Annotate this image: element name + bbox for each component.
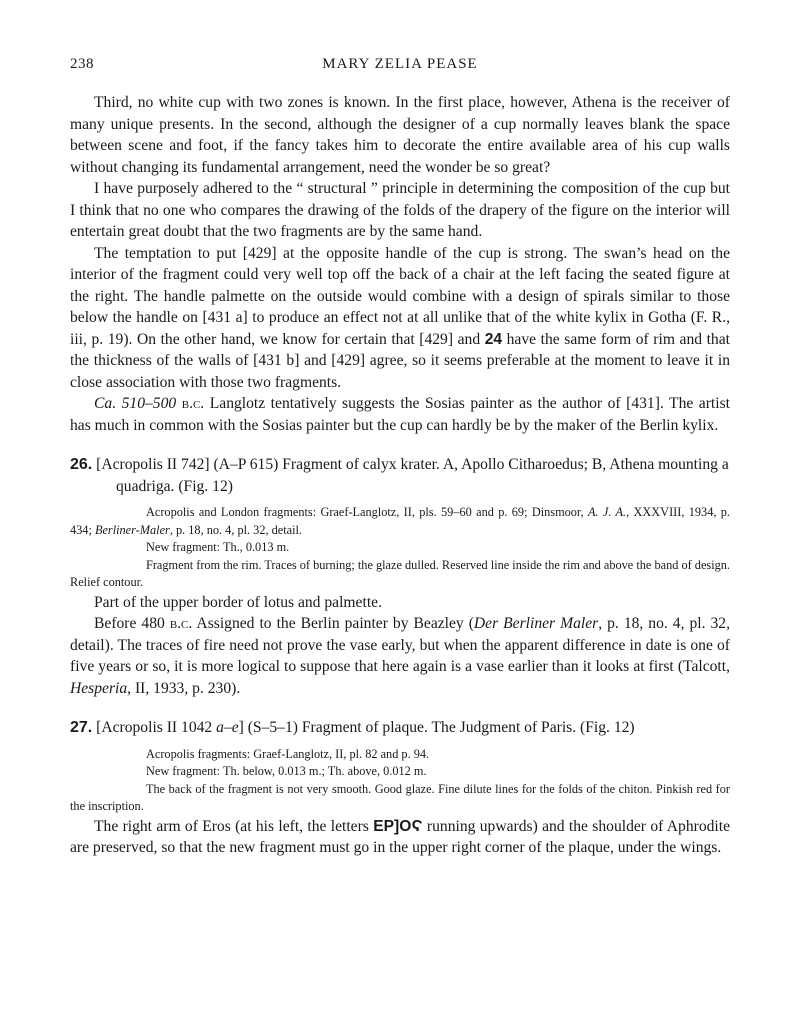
circa-text: Ca. 510–500	[94, 395, 177, 412]
entry-27-para-b: running upwards) and the shoulder of Aphrodite are preserved, so that the new fragment must go in the upper right corner of the plaque, under the wings.	[70, 817, 730, 856]
paragraph-dating-rest: Langlotz tentatively suggests the Sosias painter as the author of [431]. The artist has much in common with the Sosias painter but the cup can hardly be by the maker of the Berlin kylix.	[70, 395, 730, 434]
entry-27-number: 27.	[70, 719, 93, 736]
entry-26-para2-b: Assigned to the Berlin painter by Beazley (	[192, 615, 474, 632]
entry-26-number: 26.	[70, 456, 93, 473]
entry-26-era: b.c.	[169, 615, 193, 632]
entry-26-hesperia: Hesperia	[70, 679, 128, 697]
entry-26-para2	[70, 613, 730, 699]
entry-26-refs-b: , XXXVIII, 1934, p. 434;	[70, 505, 730, 537]
entry-26-para2-c: , p. 18, no. 4, pl. 32, detail). The traces of fire need not prove the vase early, but when the apparent difference in date is one of five years or so, it is more logical to suppose that here again is a vase earlier than it looks at first (Talcott,	[70, 615, 731, 675]
paragraph-structural: I have purposely adhered to the “ structural ” principle in determining the composition of the cup but I think that no one who compares the drawing of the folds of the drapery of the figure on the interior will entertain great doubt that the two fragments are by the same hand.	[70, 180, 730, 240]
era-bc: b.c.	[181, 395, 205, 412]
entry-26-refs-c: , p. 18, no. 4, pl. 32, detail.	[169, 522, 303, 537]
entry-26-description: Fragment from the rim. Traces of burning; the glaze dulled. Reserved line inside the rim and above the band of design. Relief contour.	[70, 557, 730, 589]
entry-27-para-a: The right arm of Eros (at his left, the letters	[94, 817, 374, 835]
entry-26-refs-a: Acropolis and London fragments: Graef-Langlotz, II, pls. 59–60 and p. 69; Dinsmoor,	[146, 505, 588, 519]
entry-27-para	[70, 816, 730, 859]
paragraph-third: Third, no white cup with two zones is known. In the first place, however, Athena is the receiver of many unique presents. In the second, although the designer of a cup normally leaves blank the space between scene and foot, if the fancy takes him to decorate the entire available area of his cup walls without changing its fundamental arrangement, need the wonder be so great?	[70, 94, 730, 176]
page-header	[70, 56, 730, 80]
entry-27-description: The back of the fragment is not very smooth. Good glaze. Fine dilute lines for the folds of the chiton. Pinkish red for the inscription.	[70, 781, 730, 813]
entry-27-title-b: ] (S–5–1) Fragment of plaque. The Judgment of Paris. (Fig. 12)	[238, 719, 635, 736]
entry-26	[70, 454, 730, 699]
entry-26-refs-bm: Berliner-Maler	[94, 522, 170, 537]
entry-26-berliner-maler: Der Berliner Maler	[473, 615, 599, 632]
paragraph-temptation-text: The temptation to put [429] at the opposite handle of the cup is strong. The swan’s head on the interior of the fragment could very well top off the back of a chair at the left facing the seated figure at the right. The handle palmette on the outside would combine with a design of spirals similar to those below the handle on [431 a] to produce an effect not at all unlike that of the white kylix in Gotha (F. R., iii, p. 19). On the other hand, we know for certain that [429] and	[70, 244, 730, 348]
entry-26-title: [Acropolis II 742] (A–P 615) Fragment of calyx krater. A, Apollo Citharoedus; B, Athena mounting a quadriga. (Fig. 12)	[92, 456, 729, 495]
catalogue-ref-24: 24	[484, 330, 503, 348]
entry-26-para2-d: , II, 1933, p. 230).	[127, 679, 241, 697]
paragraph-temptation-rest: have the same form of rim and that the thickness of the walls of [431 b] and [429] agree, so it seems preferable at the moment to leave it in close association with those two fragments.	[70, 330, 730, 391]
running-title: MARY ZELIA PEASE	[322, 56, 478, 72]
page-number: 238	[70, 56, 94, 72]
entry-26-heading	[70, 454, 730, 497]
entry-27-heading	[70, 717, 730, 739]
entry-26-para1: Part of the upper border of lotus and palmette.	[94, 593, 382, 611]
entry-26-new-fragment: New fragment: Th., 0.013 m.	[146, 540, 290, 554]
entry-27-inscription: EP]OϚ	[373, 817, 423, 835]
entry-27-title-italic: a–e	[216, 719, 239, 736]
entry-27	[70, 717, 730, 859]
entry-26-references	[70, 504, 730, 539]
entry-26-refs-aja: A. J. A.	[587, 505, 627, 519]
entry-27-references: Acropolis fragments: Graef-Langlotz, II, pl. 82 and p. 94.	[146, 746, 430, 761]
page	[70, 56, 730, 859]
paragraph-dating	[70, 393, 730, 436]
entry-27-title-a: [Acropolis II 1042	[92, 719, 217, 736]
entry-27-new-fragment: New fragment: Th. below, 0.013 m.; Th. above, 0.012 m.	[146, 764, 427, 778]
entry-26-para2-a: Before 480	[94, 615, 170, 632]
paragraph-temptation	[70, 243, 730, 394]
